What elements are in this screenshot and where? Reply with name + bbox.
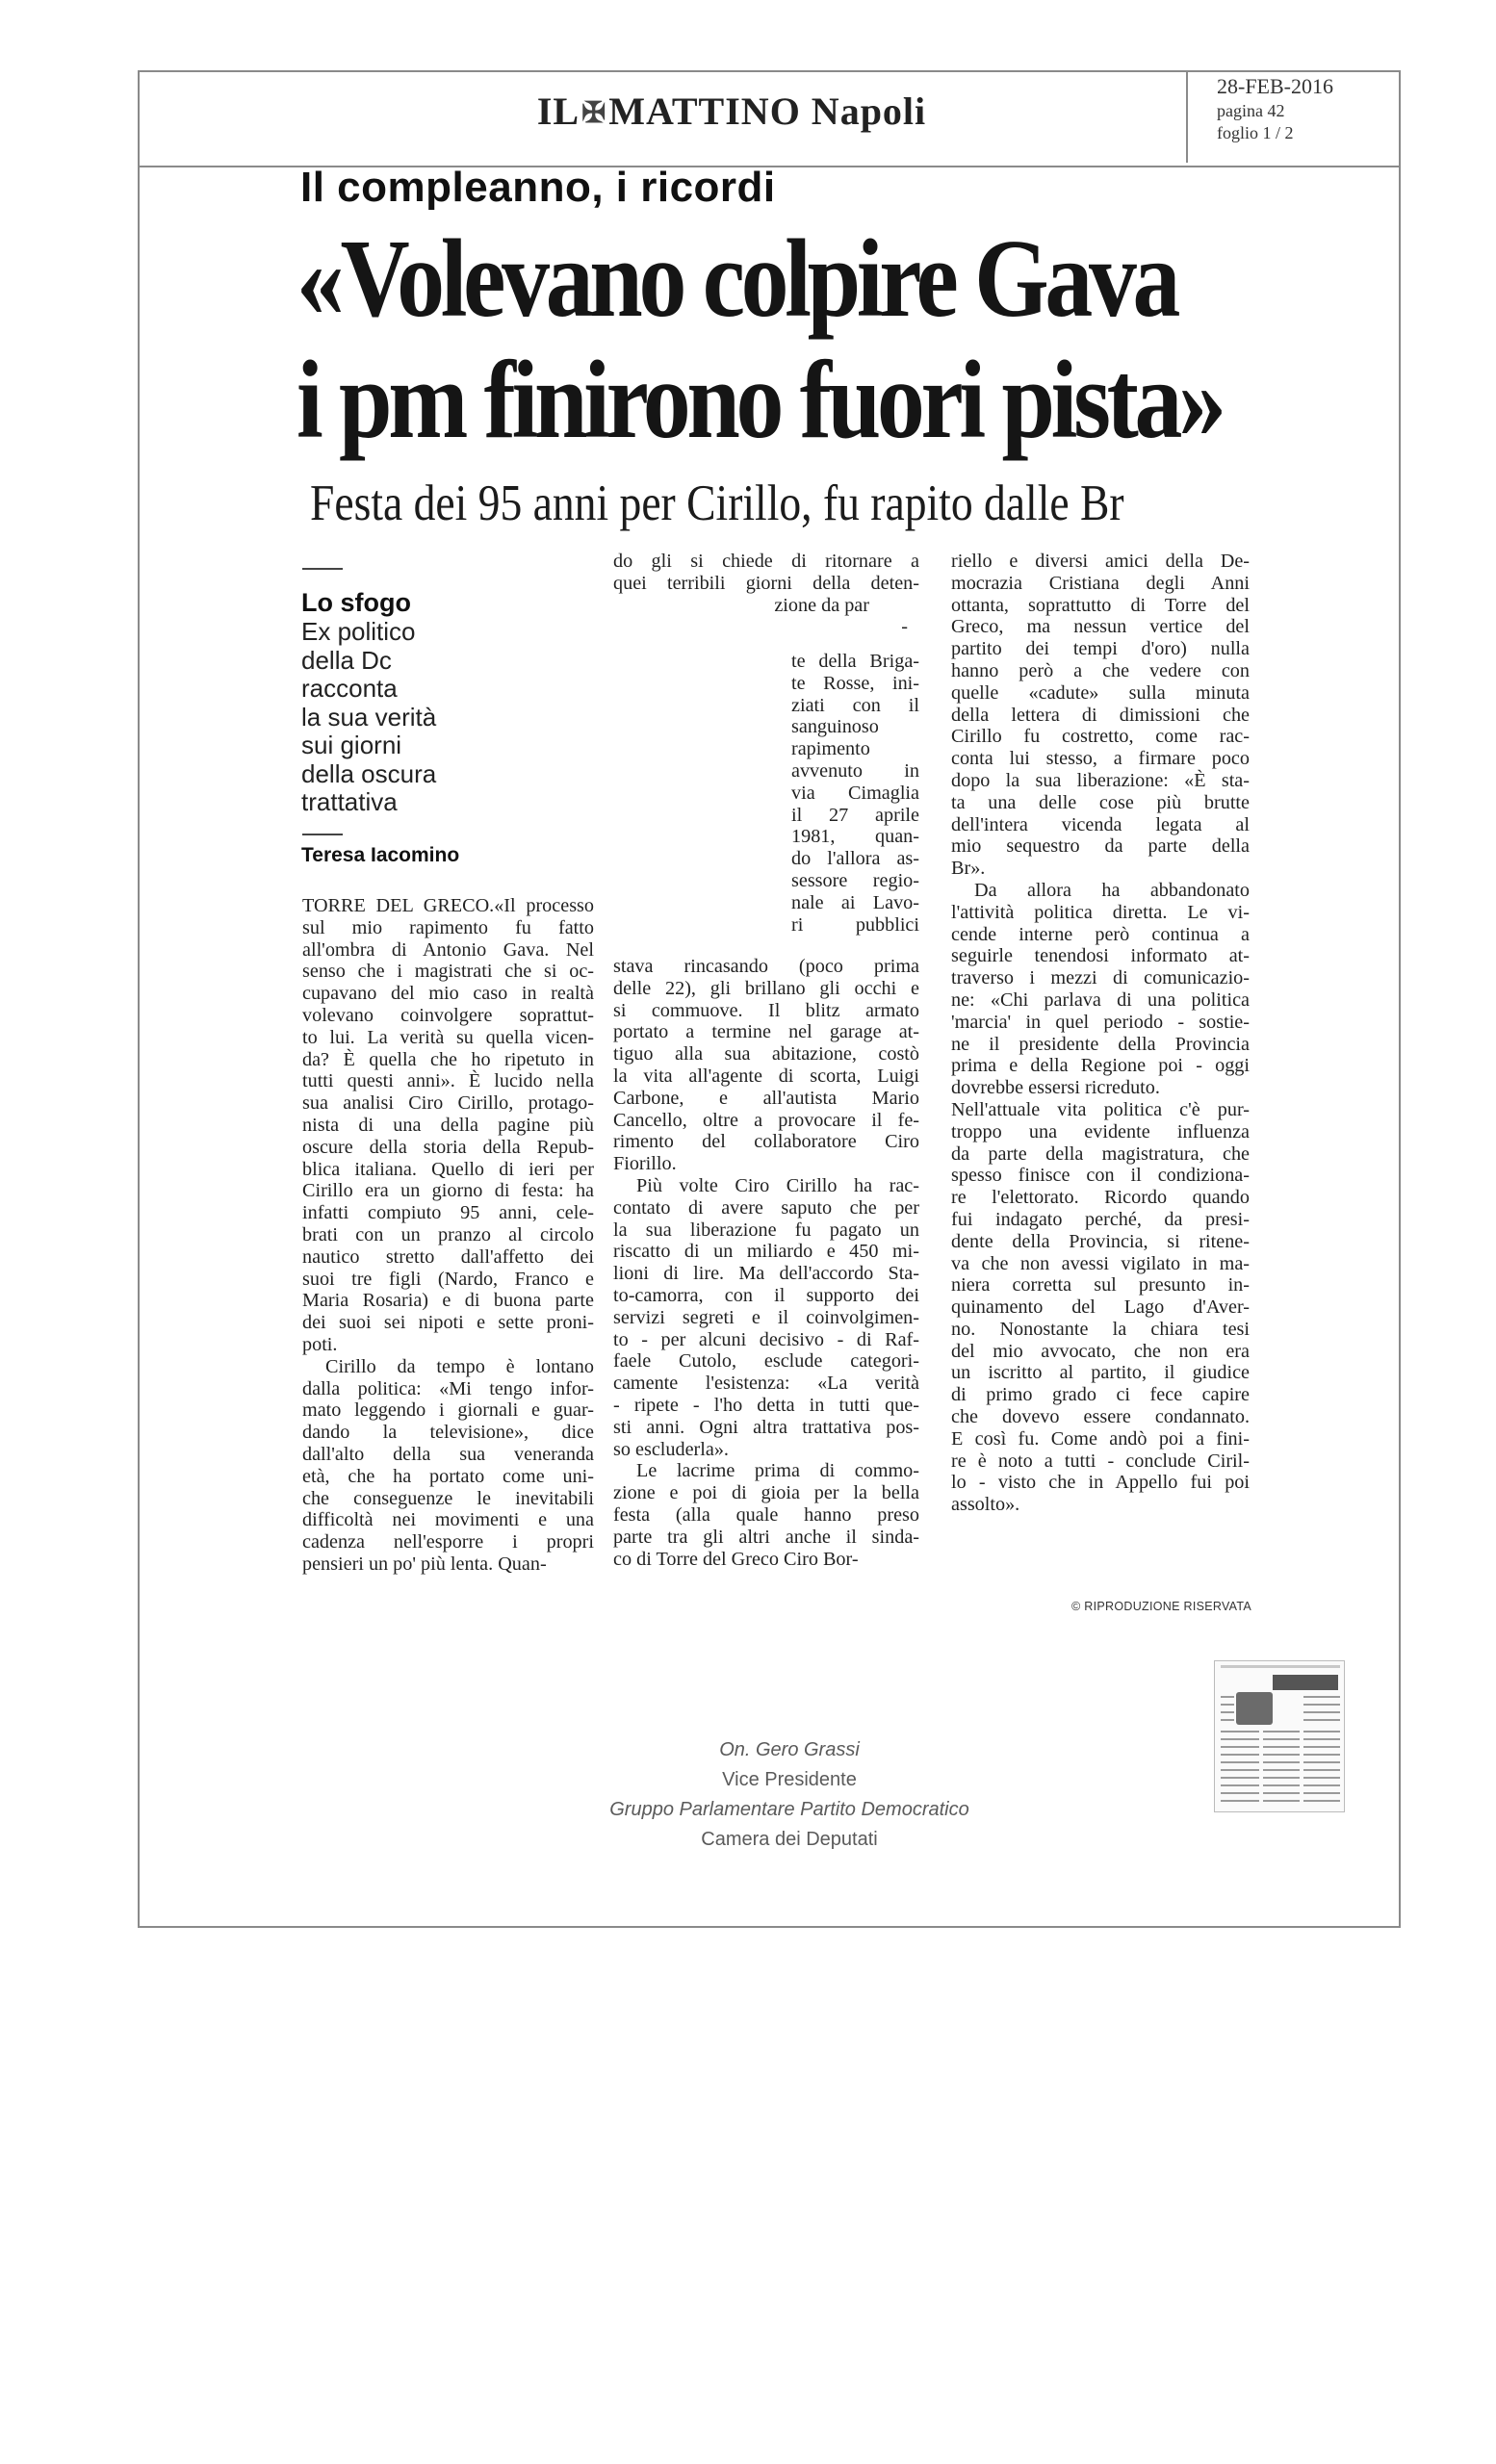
article-line: te della Briga-	[791, 651, 919, 672]
signature-name: On. Gero Grassi	[719, 1739, 860, 1760]
article-line: avvenuto in	[791, 759, 919, 782]
article-line: troppo una evidente influenza	[951, 1120, 1250, 1142]
article-line: Cirillo fu costretto, come rac-	[951, 726, 1250, 748]
article-line: -	[901, 616, 908, 638]
sidebar-line: Ex politico	[301, 617, 416, 646]
article-line: Da allora ha abbandonato	[974, 879, 1250, 901]
article-line: seguirle tenendosi informato at-	[951, 945, 1250, 967]
article-line: ottanta, soprattutto di Torre del	[951, 594, 1250, 616]
article-line: faele Cutolo, esclude categori-	[613, 1350, 919, 1373]
article-column-3	[951, 551, 1250, 1516]
article-line: infatti compiuto 95 anni, cele-	[302, 1202, 594, 1224]
article-line: mio sequestro da parte della	[951, 835, 1250, 858]
article-line: blica italiana. Quello di ieri per	[302, 1158, 594, 1180]
thumbnail-text-line	[1303, 1761, 1340, 1763]
page-number: pagina 42	[1217, 101, 1285, 120]
article-line: E così fu. Come andò poi a fini-	[951, 1427, 1250, 1450]
byline: Teresa Iacomino	[301, 844, 460, 866]
article-line: sul mio rapimento fu fatto	[302, 916, 594, 938]
article-line: te Rosse, ini-	[791, 672, 919, 694]
article-line: brati con un pranzo al circolo	[302, 1223, 594, 1245]
article-line: Più volte Ciro Cirillo ha rac-	[636, 1174, 919, 1196]
article-line: sanguinoso	[791, 716, 879, 738]
thumbnail-text-line	[1221, 1696, 1234, 1698]
thumbnail-text-line	[1263, 1731, 1300, 1732]
thumbnail-text-line	[1221, 1761, 1259, 1763]
article-column-2-top	[613, 551, 919, 638]
sidebar-rule-bottom	[302, 834, 343, 835]
article-line: si commuove. Il blitz armato	[613, 999, 919, 1021]
signature-chamber: Camera dei Deputati	[701, 1829, 878, 1850]
article-line: tiguo alla sua abitazione, costò	[613, 1043, 919, 1065]
article-line: TORRE DEL GRECO.«Il processo	[302, 895, 594, 916]
thumbnail-text-line	[1221, 1769, 1259, 1771]
article-line: dei suoi sei nipoti e sette proni-	[302, 1312, 594, 1334]
sidebar-line: della Dc	[301, 645, 392, 675]
date-box	[1186, 70, 1401, 163]
article-line: ne: «Chi parlava di una politica	[951, 988, 1250, 1011]
article-line: do l'allora as-	[791, 848, 919, 870]
article-line: che dovevo essere condannato.	[951, 1406, 1250, 1428]
thumbnail-text-line	[1303, 1719, 1340, 1721]
sidebar-line: racconta	[301, 674, 398, 703]
article-line: quei terribili giorni della deten-	[613, 572, 919, 594]
article-line: nautico stretto dall'affetto dei	[302, 1245, 594, 1268]
article-line: dando la televisione», dice	[302, 1422, 594, 1444]
thumbnail-text-line	[1221, 1792, 1259, 1794]
thumbnail-text-line	[1303, 1704, 1340, 1706]
thumbnail-text-line	[1303, 1754, 1340, 1756]
article-line: no. Nonostante la chiara tesi	[951, 1318, 1250, 1340]
article-line: ziati con il	[791, 694, 919, 716]
article-line: via Cimaglia	[791, 782, 919, 804]
thumbnail-text-line	[1263, 1738, 1300, 1740]
thumbnail-text-line	[1221, 1731, 1259, 1732]
article-line: - ripete - l'ho detta in tutti que-	[613, 1394, 919, 1416]
article-line: spesso finisce con il condiziona-	[951, 1165, 1250, 1187]
thumbnail-text-line	[1263, 1746, 1300, 1748]
article-line: quinamento del Lago d'Aver-	[951, 1296, 1250, 1319]
article-line: suoi tre figli (Nardo, Franco e	[302, 1268, 594, 1290]
article-line: mato leggendo i giornali e guar-	[302, 1399, 594, 1422]
article-line: dente della Provincia, si ritene-	[951, 1230, 1250, 1252]
article-line: cadenza nell'esporre i propri	[302, 1531, 594, 1553]
article-line: contato di avere saputo che per	[613, 1196, 919, 1219]
page-thumbnail	[1214, 1660, 1345, 1812]
sidebar-line: sui giorni	[301, 731, 402, 759]
article-line: del mio avvocato, che non era	[951, 1340, 1250, 1362]
headline-line-1: «Volevano colpire Gava	[297, 218, 1177, 341]
thumbnail-text-line	[1263, 1769, 1300, 1771]
article-line: da parte della magistratura, che	[951, 1142, 1250, 1165]
article-line: Greco, ma nessun vertice del	[951, 616, 1250, 638]
thumbnail-text-line	[1221, 1800, 1259, 1802]
article-line: va che non avessi vigilato in ma-	[951, 1252, 1250, 1274]
article-line: to - per alcuni decisivo - di Raf-	[613, 1328, 919, 1350]
article-line: prima e della Regione poi - oggi	[951, 1055, 1250, 1077]
article-line: zione da par	[774, 594, 869, 616]
article-line: parte tra gli altri anche il sinda-	[613, 1526, 919, 1548]
article-line: sessore regio-	[791, 869, 919, 891]
article-line: della lettera di dimissioni che	[951, 704, 1250, 726]
article-line: Carbone, e all'autista Mario	[613, 1087, 919, 1109]
sidebar-line: della oscura	[301, 758, 437, 788]
article-line: co di Torre del Greco Ciro Bor-	[613, 1548, 859, 1570]
thumbnail-text-line	[1263, 1792, 1300, 1794]
article-line: riscatto di un miliardo e 450 mi-	[613, 1241, 919, 1263]
article-line: cupavano del mio caso in realtà	[302, 983, 594, 1005]
article-line: Cirillo da tempo è lontano	[325, 1355, 594, 1377]
article-line: nale ai Lavo-	[791, 891, 919, 913]
signature-stamp	[520, 1735, 1059, 1855]
article-line: da? È quella che ho ripetuto in	[302, 1048, 594, 1070]
signature-group: Gruppo Parlamentare Partito Democratico	[609, 1799, 969, 1820]
article-line: poti.	[302, 1333, 338, 1355]
thumbnail-text-line	[1303, 1784, 1340, 1786]
article-line: l'attività politica diretta. Le vi-	[951, 901, 1250, 923]
article-line: conta lui stesso, a firmare poco	[951, 748, 1250, 770]
article-line: dall'alto della sua veneranda	[302, 1443, 594, 1465]
thumbnail-text-line	[1221, 1738, 1259, 1740]
article-line: di primo grado ci fece capire	[951, 1384, 1250, 1406]
article-line: servizi segreti e il coinvolgimen-	[613, 1306, 919, 1328]
article-line: hanno però a che vedere con	[951, 659, 1250, 681]
article-line: Maria Rosaria) e di buona parte	[302, 1290, 594, 1312]
article-line: Le lacrime prima di commo-	[636, 1460, 919, 1482]
sidebar-line: trattativa	[301, 787, 398, 816]
thumbnail-text-line	[1303, 1696, 1340, 1698]
article-line: portato a termine nel garage at-	[613, 1021, 919, 1043]
article-line: re l'elettorato. Ricordo quando	[951, 1187, 1250, 1209]
article-line: to lui. La verità su quella vicen-	[302, 1026, 594, 1048]
masthead-right: MATTINO Napoli	[608, 90, 927, 133]
article-line: traverso i mezzi di comunicazio-	[951, 967, 1250, 989]
article-column-1	[302, 895, 594, 1576]
article-line: quelle «cadute» sulla minuta	[951, 681, 1250, 704]
article-line: dopo la sua liberazione: «È sta-	[951, 769, 1250, 791]
article-line: assolto».	[951, 1494, 1020, 1516]
article-line: to-camorra, con il supporto dei	[613, 1284, 919, 1306]
signature-role: Vice Presidente	[722, 1769, 857, 1790]
article-line: so escluderla».	[613, 1438, 729, 1460]
article-line: Nell'attuale vita politica c'è pur-	[951, 1098, 1250, 1120]
article-line: 1981, quan-	[791, 826, 919, 848]
subheadline: Festa dei 95 anni per Cirillo, fu rapito dalle Br	[310, 475, 1124, 531]
article-line: festa (alla quale hanno preso	[613, 1503, 919, 1526]
thumbnail-text-line	[1263, 1777, 1300, 1779]
article-line: zione e poi di gioia per la bella	[613, 1482, 919, 1504]
article-line: sua analisi Ciro Cirillo, protago-	[302, 1092, 594, 1115]
article-line: ta una delle cose più brutte	[951, 791, 1250, 813]
article-line: camente l'esistenza: «La verità	[613, 1373, 919, 1395]
article-column-2-bottom	[613, 956, 919, 1570]
article-line: un iscritto al partito, il giudice	[951, 1362, 1250, 1384]
article-line: che conseguenze le inevitabili	[302, 1487, 594, 1509]
thumbnail-text-line	[1303, 1746, 1340, 1748]
thumbnail-text-line	[1263, 1761, 1300, 1763]
sidebar-rule-top	[302, 568, 343, 570]
article-line: mocrazia Cristiana degli Anni	[951, 572, 1250, 594]
article-line: dovrebbe essersi ricreduto.	[951, 1077, 1160, 1099]
article-line: età, che ha portato come uni-	[302, 1465, 594, 1487]
thumbnail-text-line	[1303, 1769, 1340, 1771]
clipping-date: 28-FEB-2016	[1217, 74, 1333, 98]
article-line: pensieri un po' più lenta. Quan-	[302, 1553, 547, 1575]
article-line: fui indagato perché, da presi-	[951, 1208, 1250, 1230]
thumbnail-text-line	[1303, 1731, 1340, 1732]
sidebar-line: la sua verità	[301, 702, 437, 732]
article-line: all'ombra di Antonio Gava. Nel	[302, 938, 594, 961]
article-line: ne il presidente della Provincia	[951, 1033, 1250, 1055]
article-line: Cancello, oltre a provocare il fe-	[613, 1109, 919, 1131]
thumbnail-text-line	[1303, 1711, 1340, 1713]
thumbnail-text-line	[1303, 1800, 1340, 1802]
article-line: sti anni. Ogni altra trattativa pos-	[613, 1416, 919, 1438]
article-line: oscure della storia della Repub-	[302, 1136, 594, 1158]
article-line: rapimento	[791, 738, 870, 760]
masthead-emblem-icon: ✠	[581, 97, 607, 129]
article-line: tutti questi anni». È lucido nella	[302, 1070, 594, 1092]
article-line: la vita all'agente di scorta, Luigi	[613, 1065, 919, 1087]
article-line: Fiorillo.	[613, 1153, 677, 1175]
thumbnail-text-line	[1221, 1746, 1259, 1748]
sidebar-label: Lo sfogo	[301, 588, 411, 617]
article-line: rimento del collaboratore Ciro	[613, 1131, 919, 1153]
article-line: dalla politica: «Mi tengo infor-	[302, 1377, 594, 1399]
article-line: do gli si chiede di ritornare a	[613, 551, 919, 572]
article-line: niera corretta sul presunto in-	[951, 1274, 1250, 1296]
article-column-2-narrow	[791, 651, 919, 936]
article-line: lioni di lire. Ma dell'accordo Sta-	[613, 1263, 919, 1285]
sidebar-text	[301, 618, 552, 817]
thumbnail-text-line	[1221, 1777, 1259, 1779]
article-line: delle 22), gli brillano gli occhi e	[613, 977, 919, 999]
kicker: Il compleanno, i ricordi	[300, 164, 776, 211]
article-line: volevano coinvolgere soprattut-	[302, 1004, 594, 1026]
article-line: dell'intera vicenda legata al	[951, 813, 1250, 835]
thumbnail-text-line	[1221, 1754, 1259, 1756]
article-line: riello e diversi amici della De-	[951, 551, 1250, 572]
article-line: re è noto a tutti - conclude Ciril-	[951, 1450, 1250, 1472]
thumbnail-text-line	[1221, 1719, 1234, 1721]
thumbnail-text-line	[1303, 1777, 1340, 1779]
article-line: la sua liberazione fu pagato un	[613, 1219, 919, 1241]
thumbnail-text-line	[1263, 1800, 1300, 1802]
article-line: ri pubblici	[791, 913, 919, 936]
article-line: nista di una della pagine più	[302, 1114, 594, 1136]
thumbnail-text-line	[1303, 1738, 1340, 1740]
thumbnail-text-line	[1263, 1784, 1300, 1786]
thumbnail-text-line	[1221, 1704, 1234, 1706]
article-line: il 27 aprile	[791, 804, 919, 826]
thumbnail-text-line	[1221, 1711, 1234, 1713]
article-line: cende interne però continua a	[951, 923, 1250, 945]
thumbnail-text-line	[1263, 1754, 1300, 1756]
article-line: partito dei tempi d'oro) nulla	[951, 638, 1250, 660]
article-line: senso che i magistrati che si oc-	[302, 961, 594, 983]
masthead	[289, 89, 1174, 134]
article-line: Cirillo era un giorno di festa: ha	[302, 1180, 594, 1202]
masthead-left: IL	[536, 90, 580, 133]
article-line: Br».	[951, 858, 986, 880]
thumbnail-text-line	[1303, 1792, 1340, 1794]
headline-line-2: i pm finirono fuori pista»	[297, 339, 1223, 462]
sheet-number: foglio 1 / 2	[1217, 123, 1294, 142]
copyright-note: © RIPRODUZIONE RISERVATA	[1071, 1600, 1252, 1613]
article-line: difficoltà nei movimenti e una	[302, 1509, 594, 1531]
thumbnail-text-line	[1221, 1784, 1259, 1786]
article-line: stava rincasando (poco prima	[613, 956, 919, 977]
article-line: 'marcia' in quel periodo - sostie-	[951, 1011, 1250, 1033]
article-line: lo - visto che in Appello fui poi	[951, 1472, 1250, 1494]
